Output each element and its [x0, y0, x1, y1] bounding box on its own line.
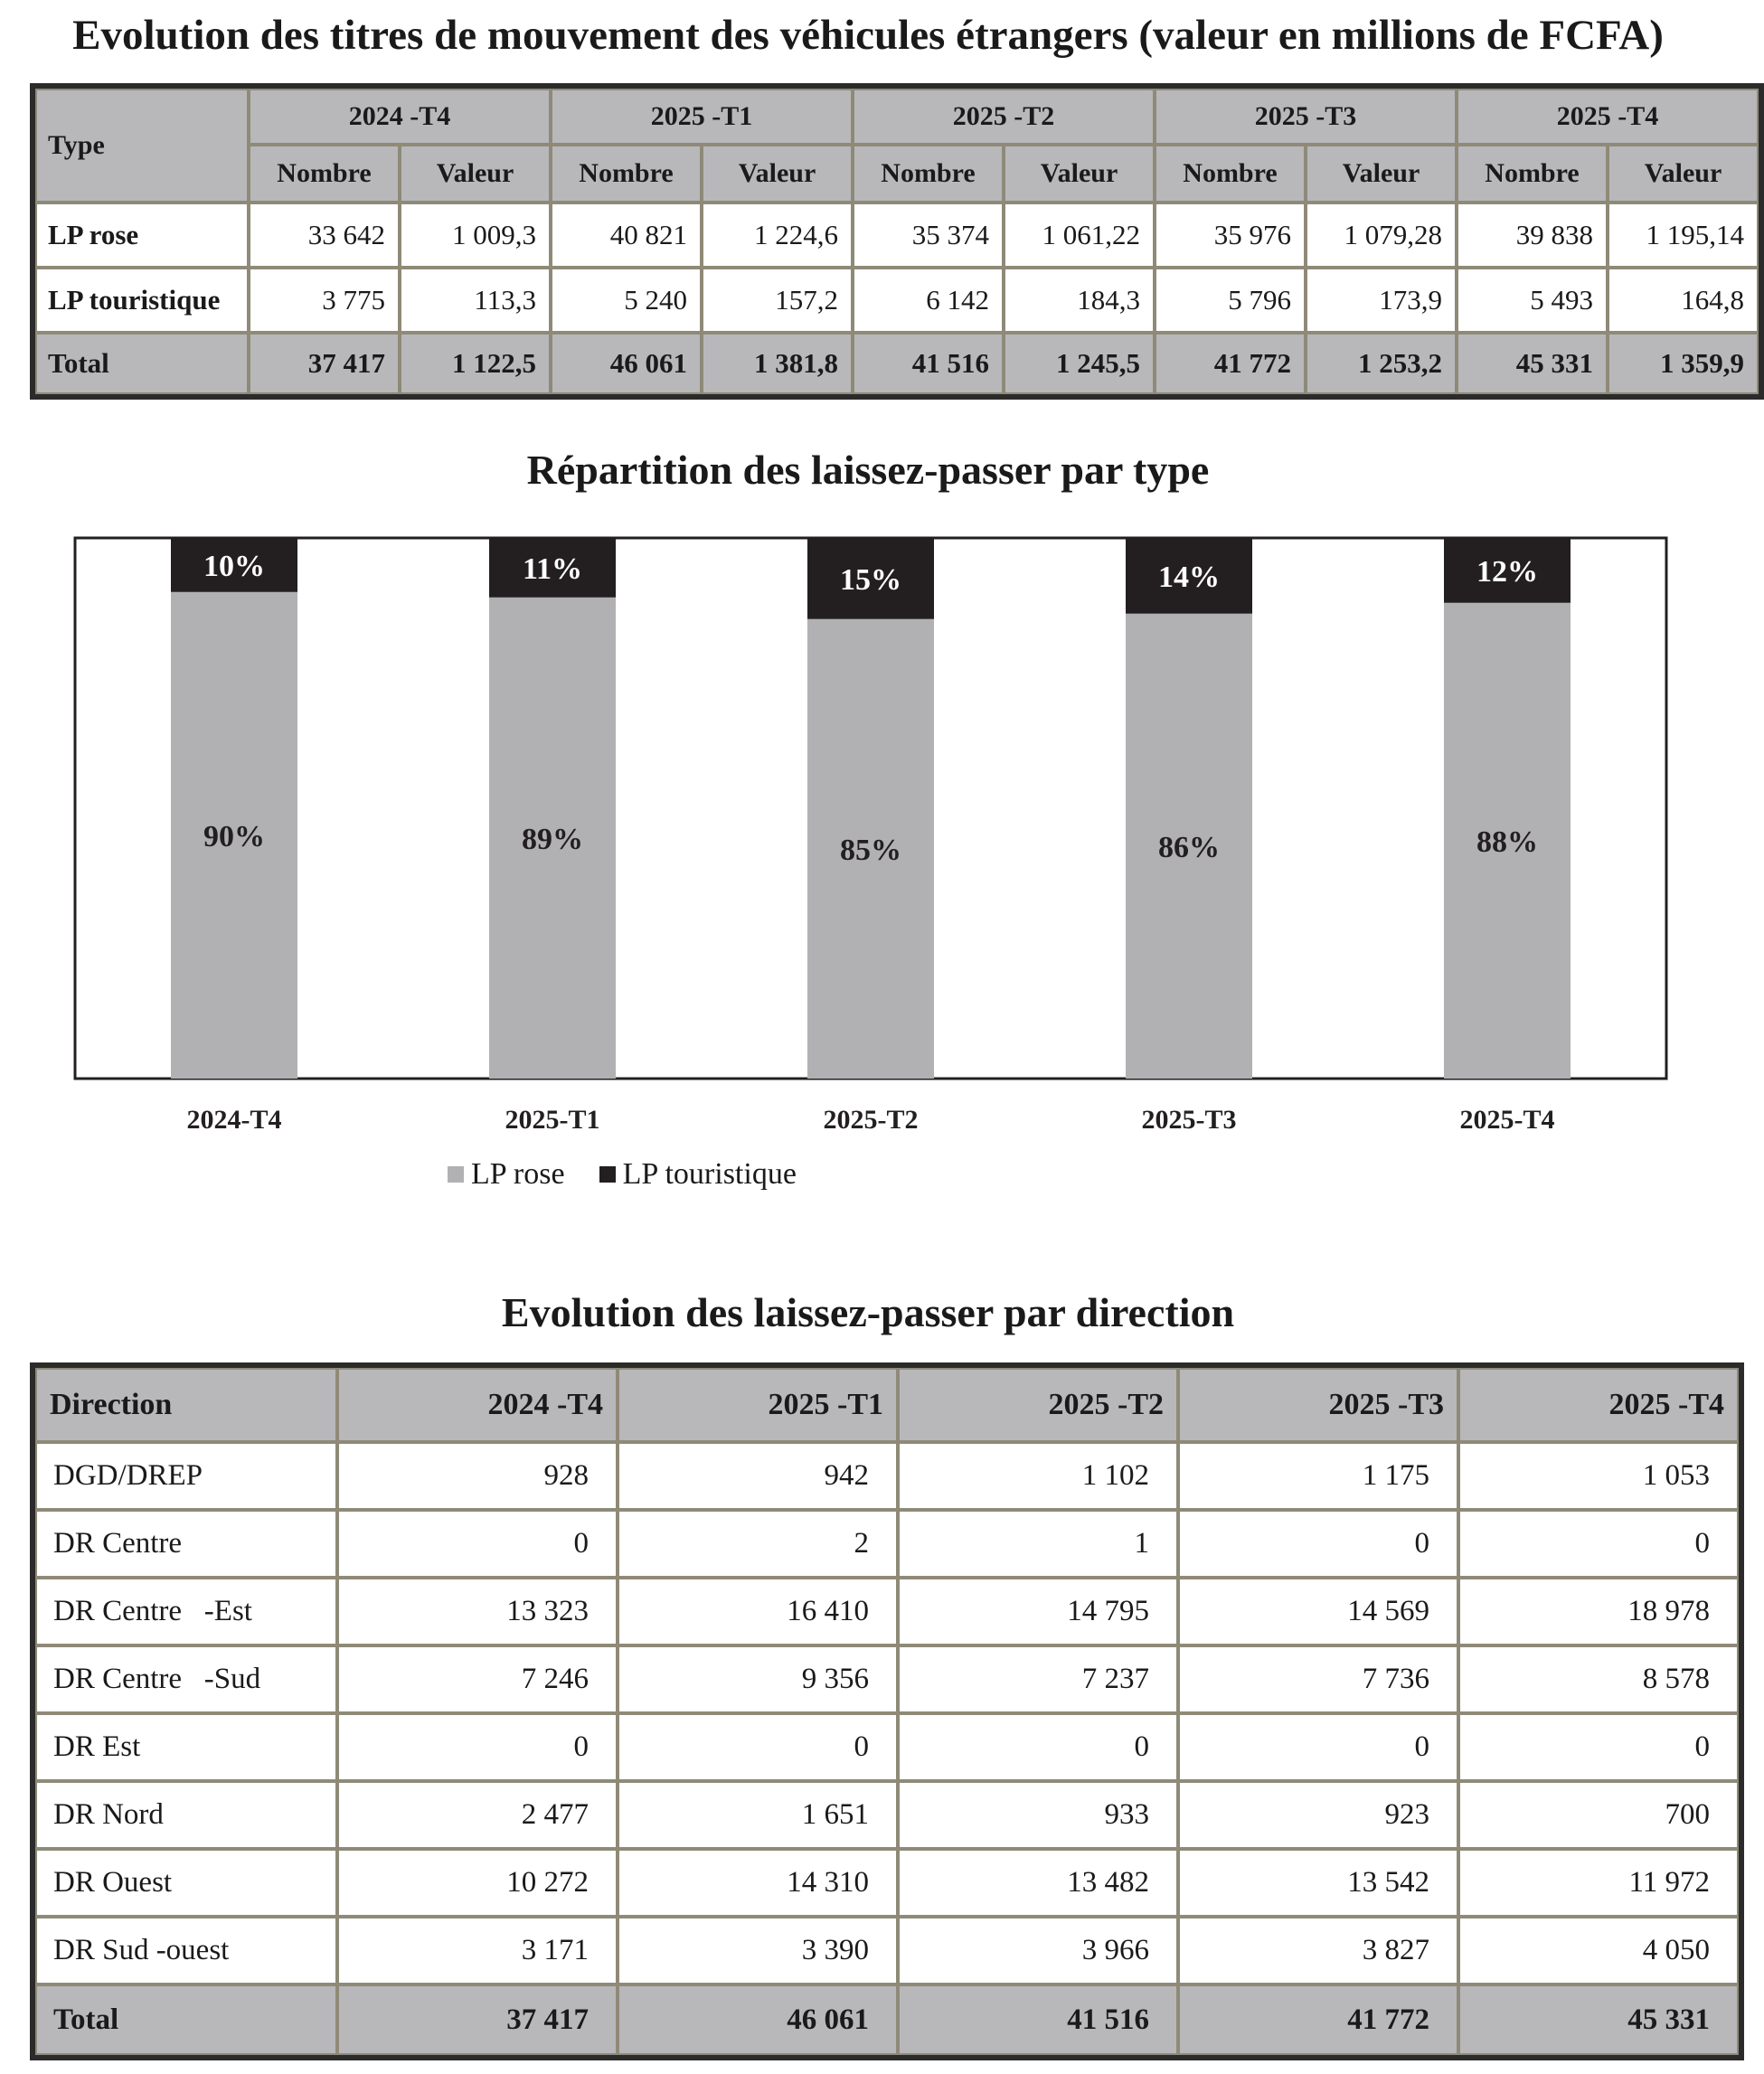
- table-cell: 1 053: [1460, 1444, 1737, 1508]
- table-row: [37, 335, 1757, 392]
- table-cell: 46 061: [552, 335, 700, 392]
- table-row: [37, 1444, 1737, 1508]
- table-cell: 3 171: [339, 1918, 616, 1983]
- row-label: DR Centre: [37, 1512, 335, 1576]
- x-tick-label: 2025-T4: [1459, 1105, 1555, 1135]
- table-cell: 37 417: [250, 335, 398, 392]
- x-tick-label: 2024-T4: [186, 1105, 282, 1135]
- table-cell: 0: [1180, 1512, 1457, 1576]
- table-cell: 41 772: [1180, 1986, 1457, 2053]
- nombre-header: Nombre: [250, 146, 398, 201]
- type-header: Type: [37, 90, 247, 201]
- table-cell: 1 102: [900, 1444, 1176, 1508]
- table-row: [37, 204, 1757, 266]
- table-cell: 1 253,2: [1307, 335, 1455, 392]
- table-cell: 3 775: [250, 269, 398, 331]
- data-label: 12%: [1476, 554, 1538, 589]
- table-cell: 45 331: [1460, 1986, 1737, 2053]
- period-header: 2025 -T3: [1180, 1370, 1457, 1440]
- row-label: LP rose: [37, 204, 247, 266]
- table-cell: 46 061: [619, 1986, 896, 2053]
- table-row: [37, 1783, 1737, 1847]
- table-cell: 35 976: [1156, 204, 1304, 266]
- table-cell: 933: [900, 1783, 1176, 1847]
- row-label: DGD/DREP: [37, 1444, 335, 1508]
- table-cell: 700: [1460, 1783, 1737, 1847]
- period-header: 2025 -T2: [854, 90, 1153, 143]
- table-row: [37, 1851, 1737, 1915]
- x-tick-label: 2025-T3: [1141, 1105, 1237, 1135]
- data-label: 89%: [522, 822, 583, 856]
- table-cell: 13 323: [339, 1579, 616, 1644]
- table-cell: 0: [619, 1715, 896, 1779]
- period-header: 2025 -T1: [619, 1370, 896, 1440]
- row-label: DR Centre -Sud: [37, 1647, 335, 1711]
- table-cell: 11 972: [1460, 1851, 1737, 1915]
- table-cell: 1 381,8: [703, 335, 851, 392]
- table-cell: 45 331: [1458, 335, 1606, 392]
- row-label: Total: [37, 1986, 335, 2053]
- table-cell: 7 237: [900, 1647, 1176, 1711]
- table-cell: 157,2: [703, 269, 851, 331]
- table-cell: 928: [339, 1444, 616, 1508]
- table-cell: 0: [1460, 1715, 1737, 1779]
- row-label: Total: [37, 335, 247, 392]
- table-cell: 0: [339, 1715, 616, 1779]
- table-cell: 0: [1460, 1512, 1737, 1576]
- table2-title: Evolution des laissez-passer par direction: [501, 1289, 1235, 1335]
- table-cell: 5 493: [1458, 269, 1606, 331]
- table-cell: 1 079,28: [1307, 204, 1455, 266]
- chart-legend: [448, 1157, 831, 1192]
- table-cell: 1 224,6: [703, 204, 851, 266]
- table-cell: 173,9: [1307, 269, 1455, 331]
- table-cell: 40 821: [552, 204, 700, 266]
- stacked-bar-chart: [0, 524, 1736, 1211]
- table-cell: 1 651: [619, 1783, 896, 1847]
- valeur-header: Valeur: [1005, 146, 1153, 201]
- nombre-header: Nombre: [552, 146, 700, 201]
- x-tick-label: 2025-T2: [823, 1105, 919, 1135]
- table-cell: 1 245,5: [1005, 335, 1153, 392]
- table-cell: 35 374: [854, 204, 1002, 266]
- data-label: 11%: [522, 551, 583, 586]
- period-header: 2025 -T3: [1156, 90, 1455, 143]
- table-cell: 41 772: [1156, 335, 1304, 392]
- table-cell: 41 516: [900, 1986, 1176, 2053]
- row-label: DR Est: [37, 1715, 335, 1779]
- nombre-header: Nombre: [854, 146, 1002, 201]
- table-cell: 0: [339, 1512, 616, 1576]
- table-cell: 1 359,9: [1609, 335, 1757, 392]
- data-label: 86%: [1158, 830, 1220, 864]
- table-cell: 1 175: [1180, 1444, 1457, 1508]
- table-cell: 14 795: [900, 1579, 1176, 1644]
- direction-header: Direction: [37, 1370, 335, 1440]
- table-row: [37, 1579, 1737, 1644]
- period-header: 2025 -T4: [1460, 1370, 1737, 1440]
- data-label: 90%: [203, 819, 265, 853]
- period-header: 2025 -T4: [1458, 90, 1757, 143]
- table-cell: 14 569: [1180, 1579, 1457, 1644]
- table-cell: 184,3: [1005, 269, 1153, 331]
- valeur-header: Valeur: [1307, 146, 1455, 201]
- table-cell: 33 642: [250, 204, 398, 266]
- table-cell: 113,3: [401, 269, 549, 331]
- table-cell: 13 482: [900, 1851, 1176, 1915]
- table-cell: 4 050: [1460, 1918, 1737, 1983]
- table-row: [37, 1512, 1737, 1576]
- table-cell: 1 009,3: [401, 204, 549, 266]
- row-label: DR Nord: [37, 1783, 335, 1847]
- valeur-header: Valeur: [401, 146, 549, 201]
- table-cell: 2: [619, 1512, 896, 1576]
- valeur-header: Valeur: [703, 146, 851, 201]
- data-label: 85%: [840, 833, 901, 867]
- permits-by-direction-table: [30, 1362, 1744, 2060]
- table-cell: 9 356: [619, 1647, 896, 1711]
- table-cell: 39 838: [1458, 204, 1606, 266]
- table-row: [37, 1647, 1737, 1711]
- row-label: LP touristique: [37, 269, 247, 331]
- table-row: [37, 1715, 1737, 1779]
- legend-item-lp-rose: [448, 1157, 565, 1192]
- table-cell: 0: [1180, 1715, 1457, 1779]
- table-cell: 0: [900, 1715, 1176, 1779]
- table-cell: 1 122,5: [401, 335, 549, 392]
- period-header: 2024 -T4: [250, 90, 549, 143]
- vehicle-permits-table: [30, 83, 1764, 400]
- table-cell: 3 390: [619, 1918, 896, 1983]
- table-cell: 10 272: [339, 1851, 616, 1915]
- table-row: [37, 1986, 1737, 2053]
- x-tick-label: 2025-T1: [505, 1105, 600, 1135]
- table-cell: 3 966: [900, 1918, 1176, 1983]
- table-cell: 5 240: [552, 269, 700, 331]
- period-header: 2025 -T2: [900, 1370, 1176, 1440]
- table-cell: 942: [619, 1444, 896, 1508]
- table-cell: 1: [900, 1512, 1176, 1576]
- data-label: 15%: [840, 562, 901, 597]
- table-cell: 13 542: [1180, 1851, 1457, 1915]
- valeur-header: Valeur: [1609, 146, 1757, 201]
- table-cell: 8 578: [1460, 1647, 1737, 1711]
- table-cell: 16 410: [619, 1579, 896, 1644]
- table-cell: 6 142: [854, 269, 1002, 331]
- table-row: [37, 1918, 1737, 1983]
- data-label: 10%: [203, 549, 265, 583]
- legend-item-lp-touristique: [599, 1157, 797, 1192]
- legend-swatch-lp-rose: [448, 1166, 464, 1183]
- data-label: 88%: [1476, 825, 1538, 859]
- row-label: DR Sud -ouest: [37, 1918, 335, 1983]
- legend-label-lp-touristique: LP touristique: [622, 1157, 797, 1191]
- row-label: DR Centre -Est: [37, 1579, 335, 1644]
- row-label: DR Ouest: [37, 1851, 335, 1915]
- data-label: 14%: [1158, 560, 1220, 594]
- table-cell: 7 736: [1180, 1647, 1457, 1711]
- table-cell: 41 516: [854, 335, 1002, 392]
- nombre-header: Nombre: [1156, 146, 1304, 201]
- period-header: 2025 -T1: [552, 90, 851, 143]
- nombre-header: Nombre: [1458, 146, 1606, 201]
- table-cell: 2 477: [339, 1783, 616, 1847]
- table-cell: 164,8: [1609, 269, 1757, 331]
- table-cell: 7 246: [339, 1647, 616, 1711]
- table-cell: 923: [1180, 1783, 1457, 1847]
- table-cell: 1 195,14: [1609, 204, 1757, 266]
- table-cell: 3 827: [1180, 1918, 1457, 1983]
- table-row: [37, 269, 1757, 331]
- table-cell: 5 796: [1156, 269, 1304, 331]
- chart-title: Répartition des laissez-passer par type: [526, 447, 1210, 493]
- table-cell: 37 417: [339, 1986, 616, 2053]
- table1-title: Evolution des titres de mouvement des véhicules étrangers (valeur en millions de FCFA): [72, 12, 1664, 59]
- legend-label-lp-rose: LP rose: [471, 1157, 565, 1191]
- period-header: 2024 -T4: [339, 1370, 616, 1440]
- legend-swatch-lp-touristique: [599, 1166, 616, 1183]
- table-cell: 14 310: [619, 1851, 896, 1915]
- table-cell: 1 061,22: [1005, 204, 1153, 266]
- table-cell: 18 978: [1460, 1579, 1737, 1644]
